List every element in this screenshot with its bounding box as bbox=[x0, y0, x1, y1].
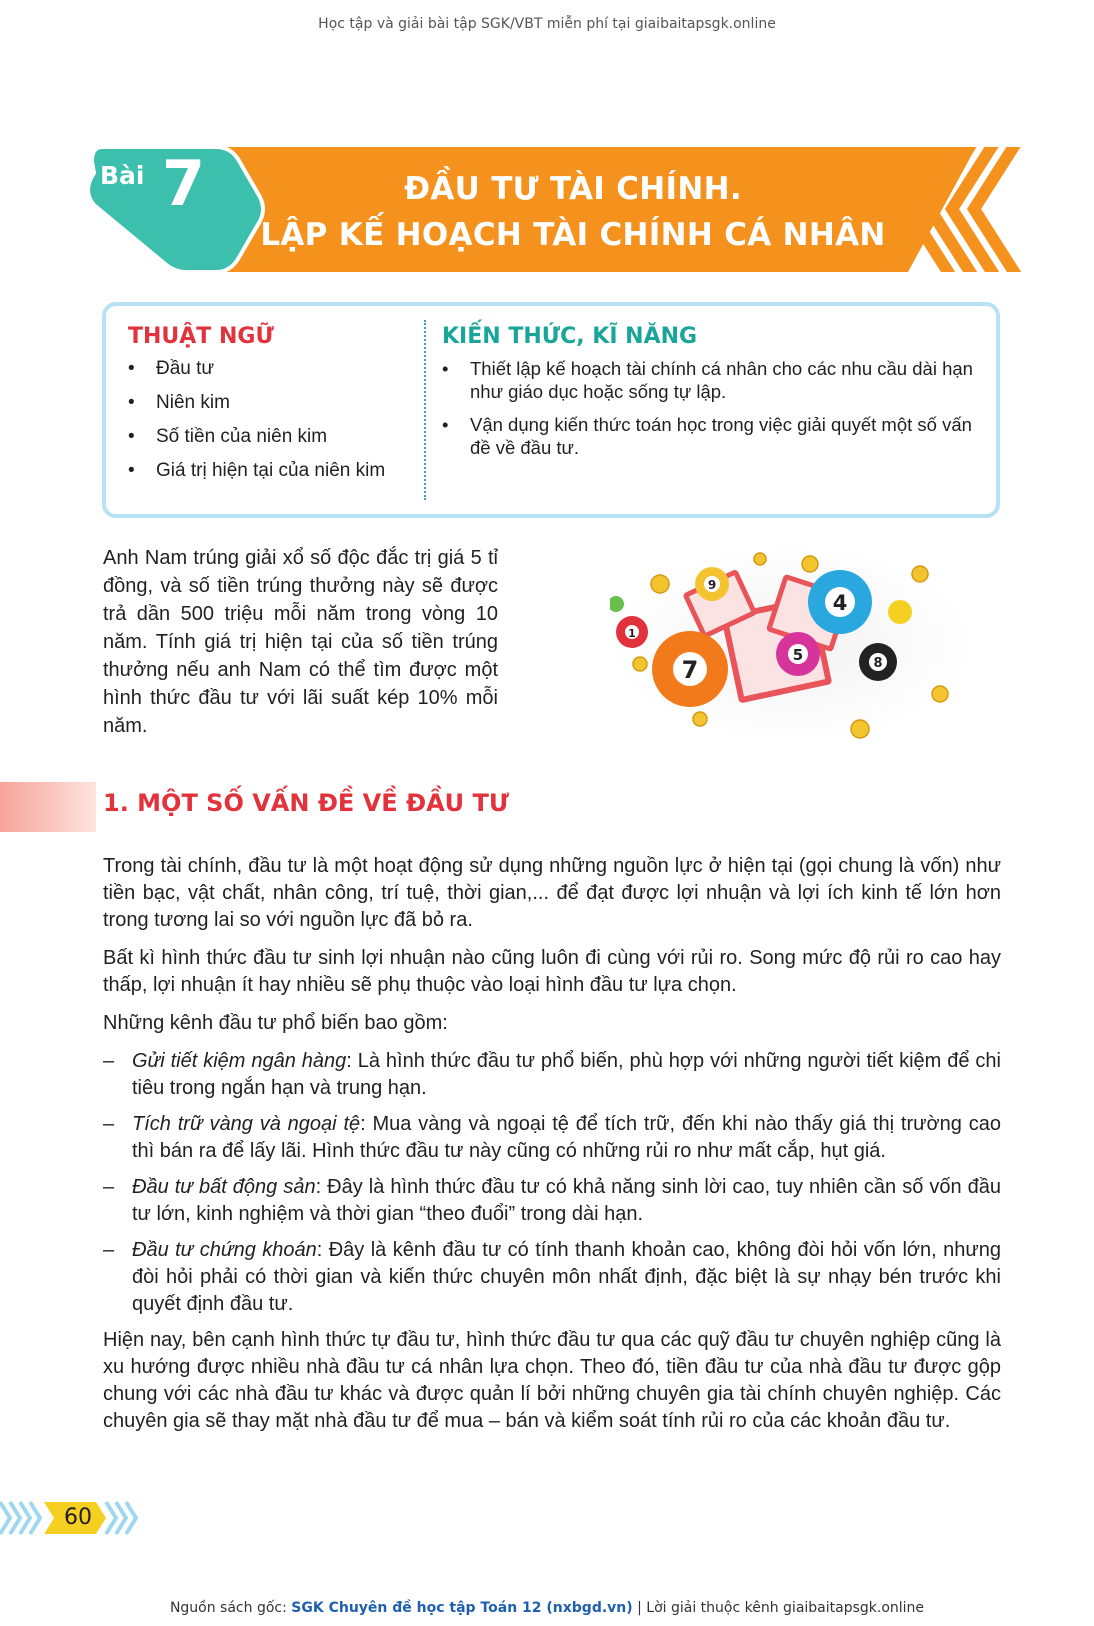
list-item bbox=[103, 1237, 1001, 1318]
intro-paragraph: Anh Nam trúng giải xổ số độc đắc trị giá 5 tỉ đồng, và số tiền trúng thưởng này sẽ được trả dần 500 triệu mỗi năm trong vòng 10 năm. Tính giá trị hiện tại của số tiền trúng thưởng nếu anh Nam có thể tìm được một hình thức đầu tư với lãi suất kép 10% mỗi năm. bbox=[103, 547, 498, 737]
dash-bullet: – bbox=[103, 1176, 115, 1198]
list-item bbox=[103, 1174, 1001, 1228]
column-divider bbox=[424, 320, 426, 500]
skill-item: • Thiết lập kế hoạch tài chính cá nhân cho các nhu cầu dài hạn như giáo dục hoặc sống tự lập. bbox=[442, 357, 982, 403]
list-item-text: : Đây là hình thức đầu tư có khả năng sinh lời cao, tuy nhiên cần số vốn đầu tư lớn, kinh nghiệm và thời gian “theo đuổi” trong dài hạn. bbox=[132, 1176, 1001, 1225]
lesson-title-line-1: ĐẦU TƯ TÀI CHÍNH. bbox=[404, 171, 742, 207]
section-accent-bar bbox=[0, 782, 96, 832]
lesson-number: 7 bbox=[162, 147, 206, 220]
list-item-term: Tích trữ vàng và ngoại tệ bbox=[132, 1113, 361, 1135]
footer-prefix: Nguồn sách gốc: bbox=[169, 1600, 292, 1616]
page-number: 60 bbox=[64, 1505, 92, 1530]
top-note: Học tập và giải bài tập SGK/VBT miễn phí tại giaibaitapsgk.online bbox=[318, 16, 776, 32]
svg-text:7: 7 bbox=[681, 656, 699, 684]
banner-shape bbox=[88, 147, 1048, 272]
list-item-text: : Mua vàng và ngoại tệ để tích trữ, đến khi nào thấy giá thị trường cao thì bán ra để lấy lãi. Hình thức đầu tư này cũng có những rủi ro như mất cắp, hụt giá. bbox=[132, 1113, 1001, 1162]
term-item: • Niên kim bbox=[128, 391, 418, 425]
dash-bullet: – bbox=[103, 1239, 115, 1261]
paragraph: Hiện nay, bên cạnh hình thức tự đầu tư, hình thức đầu tư qua các quỹ đầu tư chuyên nghiệp cũng là xu hướng được nhiều nhà đầu tư cá nhân lựa chọn. Theo đó, tiền đầu tư của nhà đầu tư được gộp chung với các nhà đầu tư khác và được quản lí bởi những chuyên gia tài chính chuyên nghiệp. Các chuyên gia sẽ thay mặt nhà đầu tư để mua – bán và kiểm soát tính rủi ro của các khoản đầu tư. bbox=[103, 1329, 1001, 1432]
svg-text:8: 8 bbox=[873, 656, 883, 671]
lesson-label: Bài bbox=[100, 161, 145, 190]
list-item-text: : Đây là kênh đầu tư có tính thanh khoản cao, không đòi hỏi vốn lớn, nhưng đòi hỏi phải có thời gian và kiến thức chuyên môn nhất định, đặc biệt là sự nhạy bén trước khi quyết định đầu tư. bbox=[132, 1239, 1001, 1315]
list-item bbox=[103, 1048, 1001, 1102]
svg-text:9: 9 bbox=[707, 578, 717, 592]
section-title: 1. MỘT SỐ VẤN ĐỀ VỀ ĐẦU TƯ bbox=[103, 789, 509, 817]
list-item bbox=[103, 1111, 1001, 1165]
skills-column bbox=[442, 324, 982, 469]
info-box bbox=[102, 302, 1000, 518]
footer-source-link[interactable]: SGK Chuyên đề học tập Toán 12 (nxbgd.vn) bbox=[291, 1600, 633, 1616]
list-item-term: Đầu tư bất động sản bbox=[132, 1176, 316, 1198]
list-item-term: Gửi tiết kiệm ngân hàng bbox=[132, 1050, 347, 1072]
skill-item: • Vận dụng kiến thức toán học trong việc giải quyết một số vấn đề về đầu tư. bbox=[442, 413, 982, 459]
svg-text:1: 1 bbox=[628, 627, 636, 640]
term-item: • Đầu tư bbox=[128, 357, 418, 391]
lesson-title-line-2: LẬP KẾ HOẠCH TÀI CHÍNH CÁ NHÂN bbox=[260, 217, 886, 253]
term-item: • Giá trị hiện tại của niên kim bbox=[128, 459, 418, 493]
terms-heading: THUẬT NGỮ bbox=[128, 324, 274, 349]
terms-column bbox=[128, 324, 418, 493]
skills-heading: KIẾN THỨC, KĨ NĂNG bbox=[442, 324, 698, 349]
list-item-text: : Là hình thức đầu tư phổ biến, phù hợp với những người tiết kiệm để chi tiêu trong ngắn hạn và trung hạn. bbox=[132, 1050, 1001, 1099]
list-item-term: Đầu tư chứng khoán bbox=[132, 1239, 317, 1261]
lottery-balls-icon bbox=[610, 544, 975, 744]
footer bbox=[0, 1600, 1094, 1616]
paragraph: Những kênh đầu tư phổ biến bao gồm: bbox=[103, 1012, 448, 1034]
footer-suffix: | Lời giải thuộc kênh giaibaitapsgk.online bbox=[632, 1600, 925, 1616]
dash-bullet: – bbox=[103, 1113, 115, 1135]
paragraph: Trong tài chính, đầu tư là một hoạt động sử dụng những nguồn lực ở hiện tại (gọi chung là vốn) như tiền bạc, vật chất, nhân công, trí tuệ, thời gian,... để đạt được lợi nhuận và lợi ích kinh tế lớn hơn trong tương lai so với nguồn lực đã bỏ ra. bbox=[103, 855, 1001, 931]
body-text bbox=[103, 853, 1001, 1446]
dash-bullet: – bbox=[103, 1050, 115, 1072]
svg-text:4: 4 bbox=[832, 591, 848, 615]
paragraph: Bất kì hình thức đầu tư sinh lợi nhuận nào cũng luôn đi cùng với rủi ro. Song mức độ rủi ro cao hay thấp, lợi nhuận ít hay nhiều sẽ phụ thuộc vào loại hình đầu tư lựa chọn. bbox=[103, 947, 1001, 996]
svg-text:5: 5 bbox=[792, 646, 804, 664]
lesson-banner bbox=[88, 147, 1048, 272]
term-item: • Số tiền của niên kim bbox=[128, 425, 418, 459]
